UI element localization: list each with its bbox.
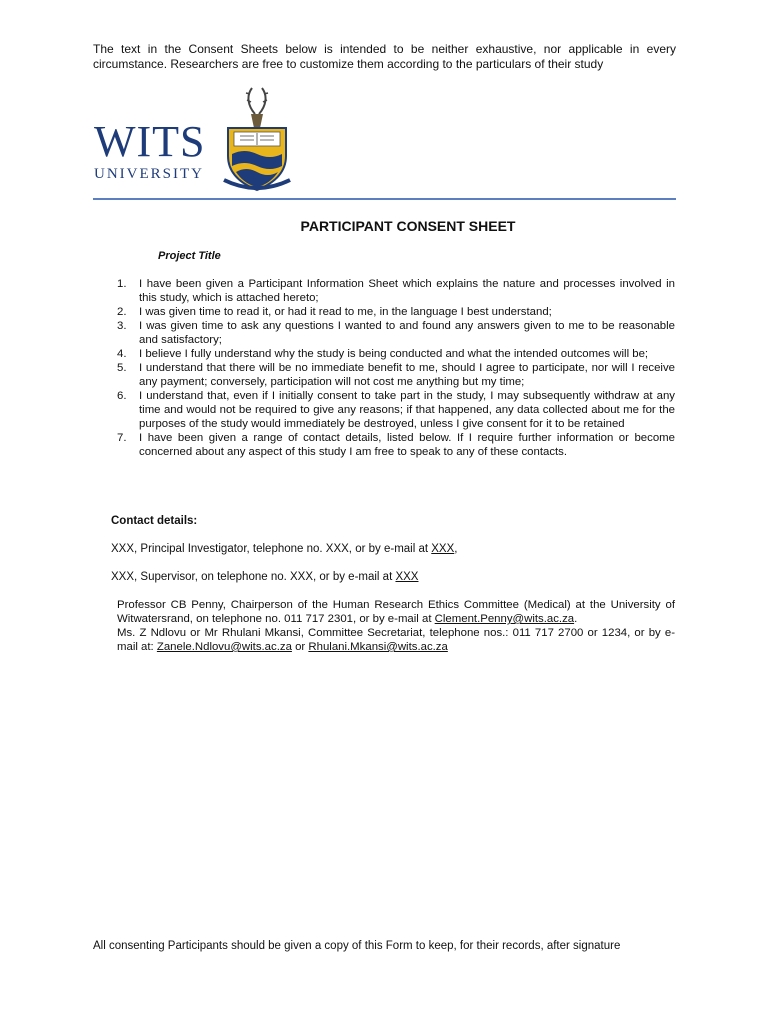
pi-email-link[interactable]: XXX	[431, 543, 455, 555]
supervisor-email-link[interactable]: XXX	[395, 571, 419, 583]
list-item	[117, 305, 675, 319]
list-item	[117, 431, 675, 459]
header-divider	[93, 198, 676, 200]
list-item	[117, 389, 675, 431]
item-number: 1.	[117, 278, 127, 290]
footer-note: All consenting Participants should be given a copy of this Form to keep, for their records, after signature	[93, 940, 621, 952]
wits-wordmark	[94, 117, 206, 182]
item-text: I have been given a range of contact details, listed below. If I require further information or become concerned about any aspect of this study I am free to speak to any of these contacts.	[139, 432, 675, 458]
principal-investigator-contact	[111, 543, 457, 555]
list-item	[117, 319, 675, 347]
document-title: PARTICIPANT CONSENT SHEET	[300, 218, 516, 234]
item-number: 4.	[117, 348, 127, 360]
chairperson-contact	[117, 598, 675, 626]
chair-text: Professor CB Penny, Chairperson of the Human Research Ethics Committee (Medical) at the University of Witwatersrand, on telephone no. 011 717 2301, or by e-mail at	[117, 599, 675, 625]
item-text: I was given time to read it, or had it read to me, in the language I best understand;	[139, 306, 552, 318]
list-item	[117, 347, 675, 361]
university-crest-icon	[222, 84, 292, 194]
item-number: 3.	[117, 320, 127, 332]
item-text: I have been given a Participant Information Sheet which explains the nature and processes involved in this study, which is attached hereto;	[139, 278, 675, 304]
item-number: 6.	[117, 390, 127, 402]
supervisor-contact	[111, 571, 418, 583]
wits-logo	[94, 84, 294, 196]
list-item	[117, 361, 675, 389]
secretariat-text: Ms. Z Ndlovu or Mr Rhulani Mkansi, Committee Secretariat, telephone nos.: 011 717 2700 or 1234, or by e-mail at:	[117, 627, 675, 653]
list-item	[117, 277, 675, 305]
secretariat-email-link-2[interactable]: Rhulani.Mkansi@wits.ac.za	[308, 641, 448, 653]
pi-text: XXX, Principal Investigator, telephone no. XXX, or by e-mail at	[111, 543, 432, 555]
item-number: 2.	[117, 306, 127, 318]
chair-end: .	[574, 613, 578, 625]
item-text: I was given time to ask any questions I wanted to and found any answers given to me to be reasonable and satisfactory;	[139, 320, 675, 346]
ethics-committee-contacts	[117, 598, 675, 654]
project-title-label: Project Title	[158, 250, 221, 262]
item-number: 7.	[117, 432, 127, 444]
consent-statements	[117, 277, 675, 459]
chair-email-link[interactable]: Clement.Penny@wits.ac.za	[434, 613, 575, 625]
wordmark-university: UNIVERSITY	[94, 166, 204, 182]
supervisor-text: XXX, Supervisor, on telephone no. XXX, or by e-mail at	[111, 571, 396, 583]
secretariat-or: or	[291, 641, 309, 653]
wordmark-wits: WITS	[94, 117, 206, 166]
item-text: I understand that there will be no immediate benefit to me, should I agree to participate, nor will I receive any payment; conversely, participation will not cost me anything but my time;	[139, 362, 675, 388]
pi-end: ,	[454, 543, 458, 555]
secretariat-contact	[117, 626, 675, 654]
item-number: 5.	[117, 362, 127, 374]
item-text: I understand that, even if I initially consent to take part in the study, I may subsequently withdraw at any time and would not be required to give any reasons; if that happened, any data collected about me for the purposes of the study would immediately be destroyed, unless I give consent for it to be retained	[139, 390, 675, 430]
contact-details-heading: Contact details:	[111, 515, 198, 527]
item-text: I believe I fully understand why the study is being conducted and what the intended outcomes will be;	[139, 348, 649, 360]
secretariat-email-link-1[interactable]: Zanele.Ndlovu@wits.ac.za	[156, 641, 292, 653]
intro-note: The text in the Consent Sheets below is intended to be neither exhaustive, nor applicable in every circumstance. Researchers are free to customize them according to the particulars of their study	[93, 42, 676, 71]
